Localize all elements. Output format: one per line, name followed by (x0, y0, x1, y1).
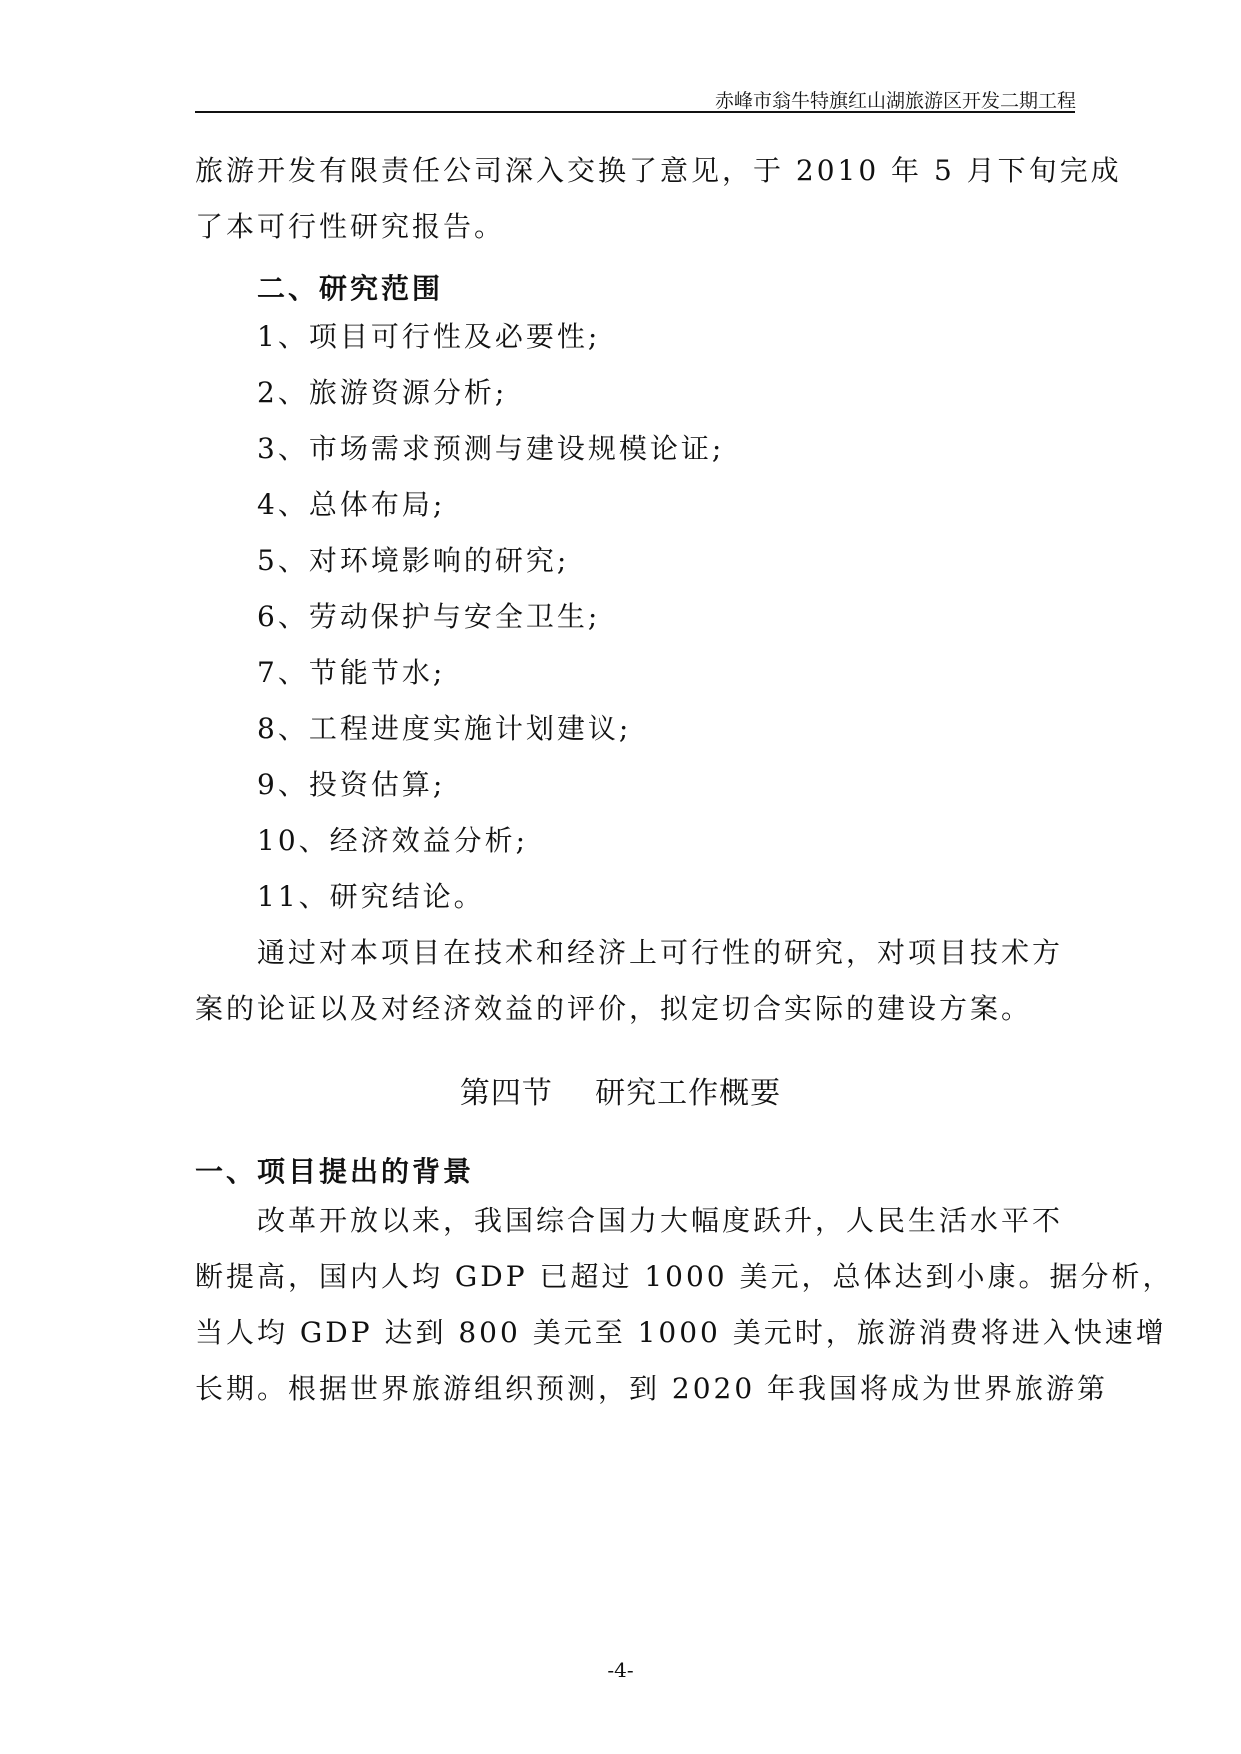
page-header-title: 赤峰市翁牛特旗红山湖旅游区开发二期工程 (714, 90, 1076, 112)
list-item: 9、投资估算; (257, 768, 446, 801)
list-item: 3、市场需求预测与建设规模论证; (257, 432, 725, 465)
list-item: 10、经济效益分析; (257, 824, 529, 857)
list-item: 11、研究结论。 (257, 880, 485, 913)
paragraph-line: 当人均 GDP 达到 800 美元至 1000 美元时，旅游消费将进入快速增 (195, 1316, 1167, 1349)
paragraph-line: 改革开放以来，我国综合国力大幅度跃升，人民生活水平不 (257, 1204, 1064, 1237)
list-item: 5、对环境影响的研究; (257, 544, 570, 577)
list-item: 7、节能节水; (257, 656, 446, 689)
section-heading-scope: 二、研究范围 (257, 272, 444, 305)
list-item: 2、旅游资源分析; (257, 376, 508, 409)
summary-line-1: 通过对本项目在技术和经济上可行性的研究，对项目技术方 (257, 936, 1064, 969)
chapter-title: 第四节 研究工作概要 (459, 1076, 782, 1111)
summary-line-2: 案的论证以及对经济效益的评价，拟定切合实际的建设方案。 (195, 992, 1033, 1025)
list-item: 4、总体布局; (257, 488, 446, 521)
list-item: 1、项目可行性及必要性; (257, 320, 601, 353)
list-item: 8、工程进度实施计划建议; (257, 712, 632, 745)
intro-line-2: 了本可行性研究报告。 (195, 210, 506, 243)
list-item: 6、劳动保护与安全卫生; (257, 600, 601, 633)
page-number: -4- (607, 1658, 634, 1682)
intro-line-1: 旅游开发有限责任公司深入交换了意见，于 2010 年 5 月下旬完成 (195, 154, 1122, 187)
paragraph-line: 断提高，国内人均 GDP 已超过 1000 美元，总体达到小康。据分析， (195, 1260, 1174, 1293)
header-rule (195, 111, 1075, 113)
section-heading-background: 一、项目提出的背景 (195, 1155, 475, 1188)
paragraph-line: 长期。根据世界旅游组织预测，到 2020 年我国将成为世界旅游第 (195, 1372, 1109, 1405)
